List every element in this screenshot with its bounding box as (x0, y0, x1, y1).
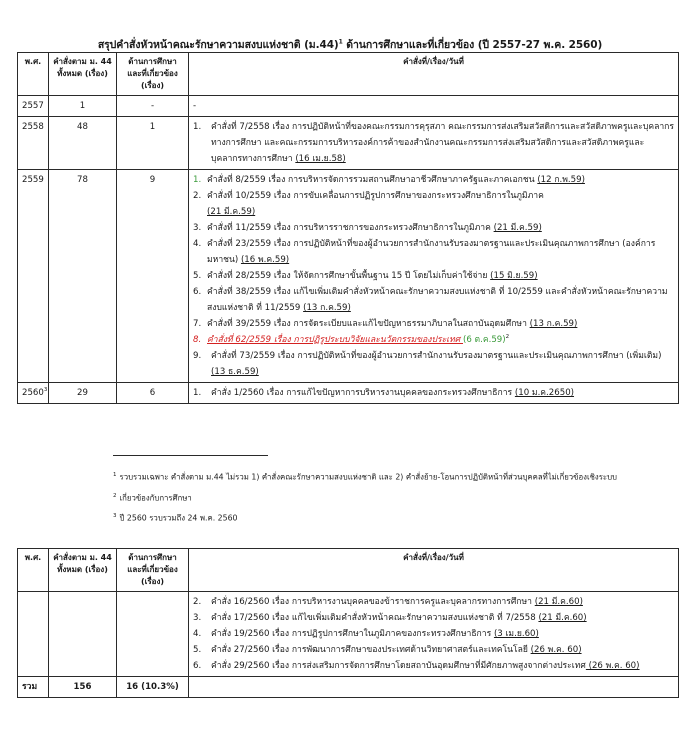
order-date: (21 มี.ค.59) (207, 207, 256, 217)
cell-total: 29 (49, 383, 117, 404)
order-item (193, 284, 674, 316)
footnote-text: รวบรวมเฉพาะ คำสั่งตาม ม.44 ไม่รวม 1) คำสั่งคณะรักษาความสงบแห่งชาติ และ 2) คำสั่งย้าย-โอนการปฏิบัติหน้าที่ส่วนบุคคลที่ไม่เกี่ยวข้องเชิงระบบ (119, 472, 618, 482)
order-item (193, 626, 674, 642)
order-text: คำสั่ง 1/2560 เรื่อง การแก้ไขปัญหาการบริหารงานบุคคลของกระทรวงศึกษาธิการ (211, 388, 515, 398)
cell-total: 48 (49, 117, 117, 170)
table-header-row (18, 549, 679, 592)
table-row-2558 (18, 117, 679, 170)
table-row-2557 (18, 96, 679, 117)
order-text: คำสั่ง 19/2560 เรื่อง การปฏิรูปการศึกษาในภูมิภาคของกระทรวงศึกษาธิการ (211, 629, 494, 639)
order-text: คำสั่งที่ 11/2559 เรื่อง การบริหารราชการของกระทรวงศึกษาธิการในภูมิภาค (207, 223, 494, 233)
order-date: (13 ธ.ค.59) (211, 367, 259, 377)
order-text: คำสั่งที่ 23/2559 เรื่อง การปฏิบัติหน้าที่ของผู้อำนวยการสำนักงานรับรองมาตรฐานและประเมินคุณภาพการศึกษา (องค์การมหาชน) (207, 239, 656, 265)
total-all: 156 (49, 677, 117, 698)
footnote-3 (113, 507, 617, 528)
cell-orders (189, 592, 679, 677)
order-date: (13 ก.ค.59) (303, 303, 351, 313)
order-text: คำสั่งที่ 10/2559 เรื่อง การขับเคลื่อนการปฏิรูปการศึกษาของกระทรวงศึกษาธิการในภูมิภาค (207, 191, 544, 201)
order-text: คำสั่ง 17/2560 เรื่อง แก้ไขเพิ่มเติมคำสั่งหัวหน้าคณะรักษาความสงบแห่งชาติ ที่ 7/2558 (211, 613, 539, 623)
title-text: สรุปคำสั่งหัวหน้าคณะรักษาความสงบแห่งชาติ (ม.44) (97, 39, 339, 51)
cell-education: 6 (117, 383, 189, 404)
header-total: คำสั่งตาม ม. 44 ทั้งหมด (เรื่อง) (49, 549, 117, 592)
order-text: คำสั่งที่ 28/2559 เรื่อง ให้จัดการศึกษาขั้นพื้นฐาน 15 ปี โดยไม่เก็บค่าใช้จ่าย (207, 271, 491, 281)
order-item (193, 316, 674, 332)
document-title (0, 36, 700, 53)
item-number: 9. (193, 351, 202, 361)
order-date: (12 ก.พ.59) (537, 175, 585, 185)
total-education: 16 (10.3%) (117, 677, 189, 698)
header-education: ด้านการศึกษา และที่เกี่ยวข้อง (เรื่อง) (117, 549, 189, 592)
order-text: คำสั่งที่ 8/2559 เรื่อง การบริหารจัดการรวมสถานศึกษาอาชีวศึกษาภาครัฐและภาคเอกชน (207, 175, 538, 185)
cell-education: - (117, 96, 189, 117)
cell-orders (189, 170, 679, 383)
table-row-2559 (18, 170, 679, 383)
order-text: - (193, 101, 197, 111)
order-date: (15 มิ.ย.59) (490, 271, 538, 281)
item-number: 4. (193, 629, 202, 639)
order-item (193, 642, 674, 658)
order-item (193, 594, 674, 610)
cell-total: 1 (49, 96, 117, 117)
header-year: พ.ศ. (18, 53, 49, 96)
table-header-row (18, 53, 679, 96)
order-text: คำสั่งที่ 62/2559 เรื่อง การปฏิรูประบบวิจัยและนวัตกรรมของประเทศ (207, 335, 463, 345)
table-row-2560-continued (18, 592, 679, 677)
order-date: (16 พ.ค.59) (240, 255, 290, 265)
cell-total: 78 (49, 170, 117, 383)
cell-year: 2558 (18, 117, 49, 170)
cell-orders (189, 117, 679, 170)
order-text: คำสั่ง 27/2560 เรื่อง การพัฒนาการศึกษาของประเทศด้านวิทยาศาสตร์และเทคโนโลยี (211, 645, 531, 655)
order-text: คำสั่งที่ 73/2559 เรื่อง การปฏิบัติหน้าที่ของผู้อำนวยการสำนักงานรับรองมาตรฐานและประเมินคุณภาพการศึกษา (เพิ่มเติม) (211, 351, 662, 361)
order-item (193, 188, 674, 220)
cell-orders (189, 383, 679, 404)
title-footnote-mark: 1 (338, 38, 343, 46)
order-date: (3 เม.ย.60) (493, 629, 539, 639)
item-number: 1. (193, 122, 202, 132)
order-item-highlighted (193, 332, 674, 348)
footnote-mark: 1 (113, 472, 117, 478)
cell-orders (189, 96, 679, 117)
item-number: 1. (193, 388, 202, 398)
header-total: คำสั่งตาม ม. 44 ทั้งหมด (เรื่อง) (49, 53, 117, 96)
order-text: คำสั่งที่ 39/2559 เรื่อง การจัดระเบียบและแก้ไขปัญหาธรรมาภิบาลในสถาบันอุดมศึกษา (207, 319, 530, 329)
footnote-text: เกี่ยวข้องกับการศึกษา (119, 493, 192, 503)
header-education: ด้านการศึกษา และที่เกี่ยวข้อง (เรื่อง) (117, 53, 189, 96)
item-number: 8. (193, 335, 202, 345)
cell-year (18, 592, 49, 677)
order-text: คำสั่งที่ 7/2558 เรื่อง การปฏิบัติหน้าที่ของคณะกรรมการคุรุสภา คณะกรรมการส่งเสริมสวัสดิการและสวัสดิภาพครูและบุคลากรทางการศึกษา และคณะกรรมการบริหารองค์การค้าของสำนักงานคณะกรรมการส่งเสริมสวัสดิการและสวัสดิภาพครูและบุคลากรทางการศึกษา (211, 122, 675, 164)
item-number: 5. (193, 271, 202, 281)
item-number: 2. (193, 191, 202, 201)
order-date: (21 มี.ค.60) (534, 597, 583, 607)
order-item (193, 610, 674, 626)
order-item (193, 385, 674, 401)
cell-education (117, 592, 189, 677)
order-date: (6 ต.ค.59) (462, 335, 506, 345)
order-date: (21 มี.ค.59) (493, 223, 542, 233)
item-number: 6. (193, 287, 202, 297)
order-text: คำสั่ง 16/2560 เรื่อง การบริหารงานบุคคลของข้าราชการครูและบุคลากรทางการศึกษา (211, 597, 535, 607)
total-label: รวม (18, 677, 49, 698)
cell-year: 2559 (18, 170, 49, 383)
footnote-divider (113, 455, 268, 456)
cell-education: 1 (117, 117, 189, 170)
footnote-mark: 2 (505, 334, 510, 341)
order-date: (13 ก.ค.59) (529, 319, 578, 329)
footnote-mark: 2 (113, 492, 117, 499)
footnote-text: ปี 2560 รวบรวมถึง 24 พ.ค. 2560 (119, 513, 238, 523)
item-number: 1. (193, 175, 202, 185)
cell-education: 9 (117, 170, 189, 383)
header-year: พ.ศ. (18, 549, 49, 592)
order-item (193, 172, 674, 188)
cell-year (18, 383, 49, 404)
footnote-2 (113, 487, 617, 508)
item-number: 7. (193, 319, 202, 329)
table-row-2560 (18, 383, 679, 404)
total-orders-empty (189, 677, 679, 698)
header-orders: คำสั่งที่/เรื่อง/วันที่ (189, 53, 679, 96)
order-item (193, 236, 674, 268)
orders-table-main (17, 52, 679, 404)
footnote-mark: 3 (113, 513, 117, 520)
title-suffix: ด้านการศึกษาและที่เกี่ยวข้อง (ปี 2557-27 พ.ค. 2560) (342, 39, 603, 51)
order-date: (26 พ.ค. 60) (585, 661, 640, 671)
footnote-1 (113, 466, 617, 487)
order-item (193, 658, 674, 674)
order-item (193, 348, 674, 380)
table-total-row (18, 677, 679, 698)
order-date: (16 เม.ย.58) (295, 154, 346, 164)
order-date: (10 ม.ค.2650) (514, 388, 575, 398)
orders-table-continued (17, 548, 679, 698)
footnotes (113, 466, 617, 528)
order-item (193, 119, 674, 167)
footnote-mark: 3 (43, 387, 48, 394)
order-date: (26 พ.ค. 60) (530, 645, 582, 655)
item-number: 3. (193, 613, 202, 623)
order-item (193, 268, 674, 284)
item-number: 3. (193, 223, 202, 233)
cell-year: 2557 (18, 96, 49, 117)
cell-total (49, 592, 117, 677)
item-number: 4. (193, 239, 202, 249)
order-date: (21 มี.ค.60) (538, 613, 587, 623)
item-number: 6. (193, 661, 202, 671)
year-text: 2560 (22, 388, 44, 398)
order-text: คำสั่งที่ 38/2559 เรื่อง แก้ไขเพิ่มเติมคำสั่งหัวหน้าคณะรักษาความสงบแห่งชาติ ที่ 10/2559 และคำสั่งหัวหน้าคณะรักษาความสงบแห่งชาติ ที่ 11/2559 (207, 287, 668, 313)
item-number: 2. (193, 597, 202, 607)
order-text: คำสั่ง 29/2560 เรื่อง การส่งเสริมการจัดการศึกษาโดยสถาบันอุดมศึกษาที่มีศักยภาพสูงจากต่างประเทศ (211, 661, 586, 671)
item-number: 5. (193, 645, 202, 655)
header-orders: คำสั่งที่/เรื่อง/วันที่ (189, 549, 679, 592)
order-item (193, 220, 674, 236)
